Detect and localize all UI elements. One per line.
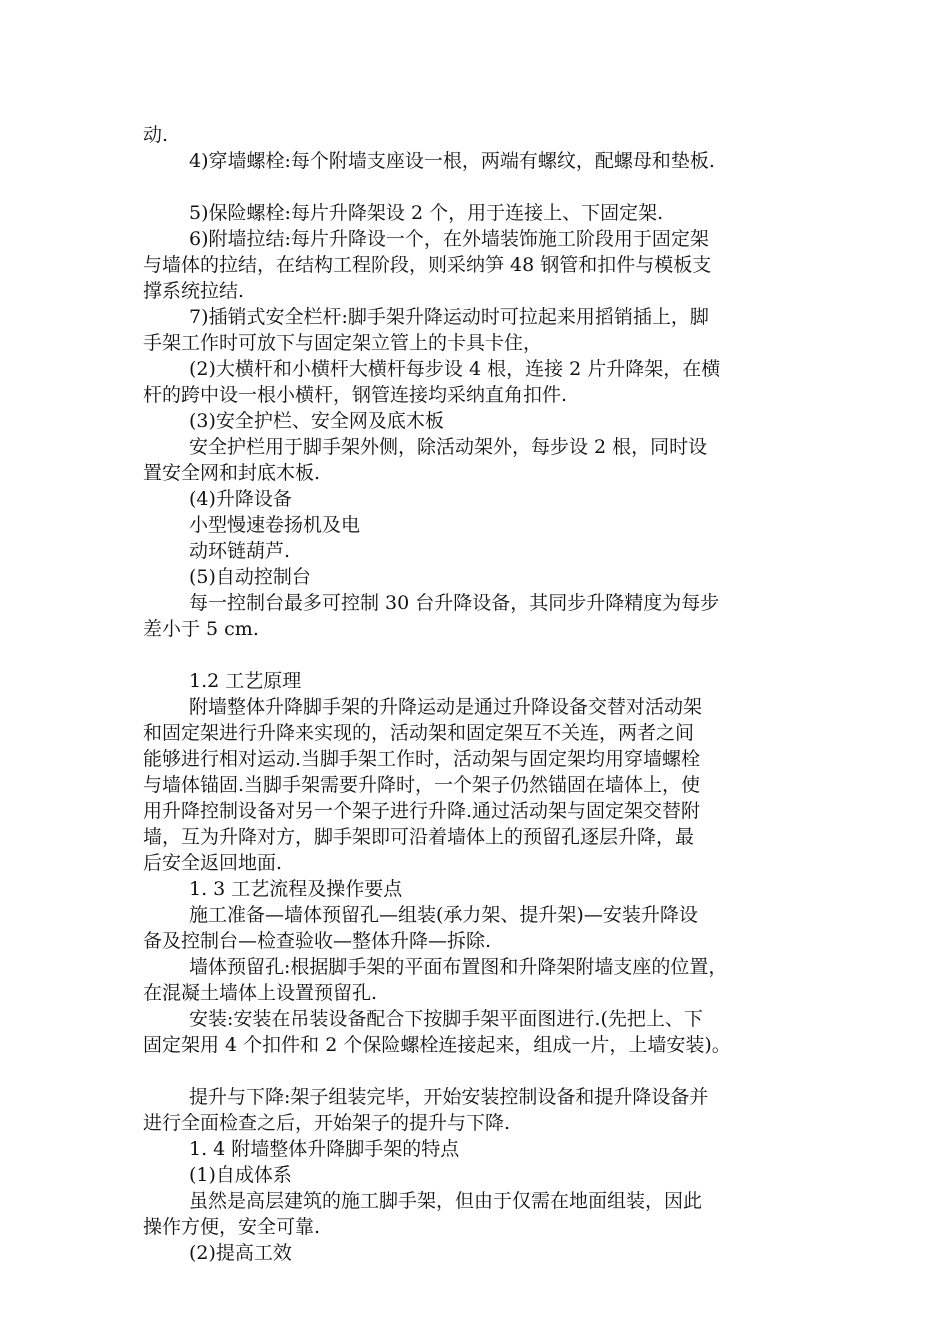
text-line: 6)附墙拉结:每片升降设一个，在外墙装饰施工阶段用于固定架	[189, 228, 709, 250]
blank-line	[143, 174, 815, 200]
document-body	[143, 122, 815, 1266]
text-line: 手架工作时可放下与固定架立管上的卡具卡住，	[143, 332, 543, 354]
text-line: 撑系统拉结.	[143, 280, 245, 302]
text-line: 施工准备—墙体预留孔—组装(承力架、提升架)—安装升降设	[189, 904, 698, 926]
text-line: 1. 3 工艺流程及操作要点	[189, 878, 403, 900]
text-line: 5)保险螺栓:每片升降架设 2 个，用于连接上、下固定架.	[189, 202, 664, 224]
text-line: 与墙体的拉结，在结构工程阶段，则采纳笋 48 钢管和扣件与模板支	[143, 254, 712, 276]
text-line: 安全护栏用于脚手架外侧，除活动架外，每步设 2 根，同时设	[189, 436, 708, 458]
text-line: 动环链葫芦.	[189, 540, 291, 562]
text-line: 后安全返回地面.	[143, 852, 283, 874]
text-line: 操作方便，安全可靠.	[143, 1216, 321, 1238]
blank-line	[143, 1058, 815, 1084]
text-line: 1.2 工艺原理	[189, 670, 302, 692]
text-line: 虽然是高层建筑的施工脚手架，但由于仅需在地面组装，因此	[189, 1190, 703, 1212]
text-line: 7)插销式安全栏杆:脚手架升降运动时可拉起来用搯销插上，脚	[189, 306, 709, 328]
text-line: (2)提高工效	[189, 1242, 292, 1264]
text-line: 4)穿墙螺栓:每个附墙支座设一根，两端有螺纹，配螺母和垫板.	[189, 150, 715, 172]
text-line: 置安全网和封底木板.	[143, 462, 321, 484]
text-line: 小型慢速卷扬机及电	[189, 514, 361, 536]
text-line: (4)升降设备	[189, 488, 292, 510]
text-line: 1. 4 附墙整体升降脚手架的特点	[189, 1138, 460, 1160]
blank-line	[143, 642, 815, 668]
text-line: (3)安全护栏、安全网及底木板	[189, 410, 444, 432]
text-line: 在混凝土墙体上设置预留孔.	[143, 982, 378, 1004]
text-line: 差小于 5 cm.	[143, 618, 259, 640]
text-line: 用升降控制设备对另一个架子进行升降.通过活动架与固定架交替附	[143, 800, 701, 822]
text-line: (5)自动控制台	[189, 566, 311, 588]
text-line: 与墙体锚固.当脚手架需要升降时，一个架子仍然锚固在墙体上，使	[143, 774, 701, 796]
text-line: (2)大横杆和小横杆大横杆每步设 4 根，连接 2 片升降架，在横	[189, 358, 721, 380]
text-line: 动.	[143, 124, 169, 146]
text-line: 安装:安装在吊装设备配合下按脚手架平面图进行.(先把上、下	[189, 1008, 703, 1030]
text-line: 提升与下降:架子组装完毕，开始安装控制设备和提升降设备并	[189, 1086, 709, 1108]
text-line: (1)自成体系	[189, 1164, 292, 1186]
text-line: 固定架用 4 个扣件和 2 个保险螺栓连接起来，组成一片，上墙安装)。	[143, 1034, 731, 1056]
text-line: 进行全面检查之后，开始架子的提升与下降.	[143, 1112, 511, 1134]
text-line: 备及控制台—检查验收—整体升降—拆除.	[143, 930, 492, 952]
text-line: 能够进行相对运动.当脚手架工作时，活动架与固定架均用穿墙螺栓	[143, 748, 701, 770]
text-line: 和固定架进行升降来实现的，活动架和固定架互不关连，两者之间	[143, 722, 695, 744]
text-line: 墙体预留孔:根据脚手架的平面布置图和升降架附墙支座的位置，	[189, 956, 728, 978]
text-line: 附墙整体升降脚手架的升降运动是通过升降设备交替对活动架	[189, 696, 703, 718]
text-line: 每一控制台最多可控制 30 台升降设备，其同步升降精度为每步	[189, 592, 720, 614]
text-line: 杆的跨中设一根小横杆，钢管连接均采纳直角扣件.	[143, 384, 568, 406]
text-line: 墙，互为升降对方，脚手架即可沿着墙体上的预留孔逐层升降，最	[143, 826, 695, 848]
